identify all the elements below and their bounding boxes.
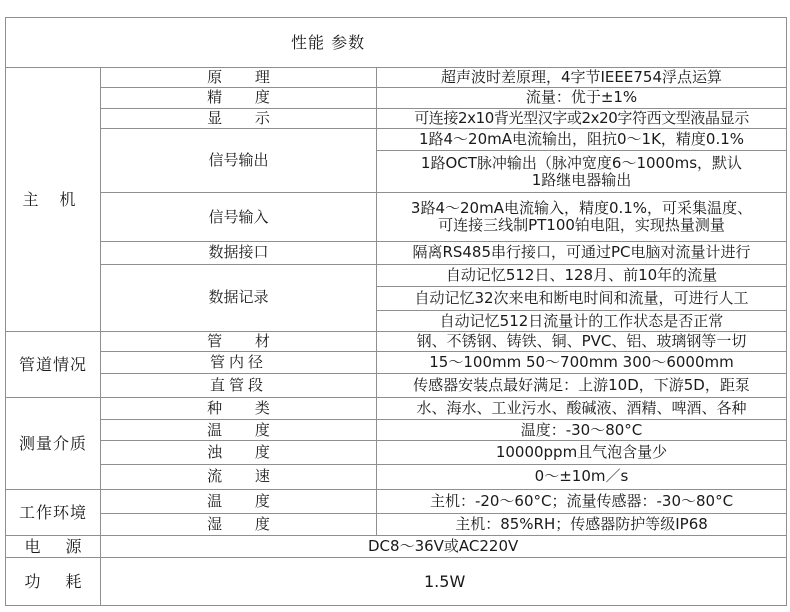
table-row (6, 514, 787, 535)
row-value-medium-type: 水、海水、工业污水、酸碱液、酒精、啤酒、各种 (377, 398, 787, 420)
row-label-display: 显 示 (101, 108, 377, 128)
row-value-signal-output-1: 1路4～20mA电流输出，阻抗0～1K，精度0.1% (377, 129, 787, 151)
row-value-pipe-material: 钢、不锈钢、铸铁、铜、PVC、铝、玻璃钢等一切 (377, 331, 787, 351)
row-value-data-interface: 隔离RS485串行接口，可通过PC电脑对流量计进行 (377, 242, 787, 264)
table-row (6, 88, 787, 108)
row-value-principle: 超声波时差原理，4字节IEEE754浮点运算 (377, 67, 787, 87)
table-row (6, 193, 787, 242)
row-label-flow-velocity: 流 速 (101, 465, 377, 489)
row-label-medium-temperature: 温 度 (101, 420, 377, 440)
category-environment: 工作环境 (6, 489, 101, 535)
row-value-accuracy: 流量：优于±1% (377, 88, 787, 108)
category-power-consumption: 功 耗 (6, 557, 101, 605)
signal-output-line-pulse: 1路OCT脉冲输出（脉冲宽度6～1000ms，默认 (420, 153, 743, 172)
value-power-supply: DC8～36V或AC220V (101, 535, 787, 557)
row-value-pipe-diameter: 15～100mm 50～700mm 300～6000mm (377, 352, 787, 373)
row-value-signal-input (377, 193, 787, 242)
table-row (6, 352, 787, 373)
table-row (6, 331, 787, 351)
table-row (6, 535, 787, 557)
row-label-data-interface: 数据接口 (101, 242, 377, 264)
table-row (6, 557, 787, 605)
category-medium: 测量介质 (6, 398, 101, 490)
row-value-env-humidity: 主机：85%RH；传感器防护等级IP68 (377, 514, 787, 535)
row-label-straight-pipe: 直管段 (101, 373, 377, 397)
table-row (6, 242, 787, 264)
table-row (6, 420, 787, 440)
table-row (6, 440, 787, 464)
table-row (6, 108, 787, 128)
row-value-data-record-2: 自动记忆32次来电和断电时间和流量，可进行人工 (377, 286, 787, 310)
category-host: 主 机 (6, 67, 101, 331)
table-row (6, 129, 787, 151)
table-title: 性能 参数 (6, 18, 787, 68)
value-power-consumption: 1.5W (101, 557, 787, 605)
row-value-signal-output-2 (377, 151, 787, 193)
row-value-display: 可连接2x10背光型汉字或2x20字符西文型液晶显示 (377, 108, 787, 128)
row-value-turbidity: 10000ppm且气泡含量少 (377, 440, 787, 464)
row-value-env-temperature: 主机：-20～60°C；流量传感器：-30～80°C (377, 489, 787, 513)
table-row (6, 465, 787, 489)
table-row (6, 67, 787, 87)
spec-table (5, 17, 787, 606)
row-label-signal-output: 信号输出 (101, 129, 377, 193)
table-row (6, 264, 787, 286)
row-label-signal-input: 信号输入 (101, 193, 377, 242)
row-label-pipe-diameter: 管内径 (101, 352, 377, 373)
row-label-turbidity: 浊 度 (101, 440, 377, 464)
row-label-accuracy: 精 度 (101, 88, 377, 108)
row-value-flow-velocity: 0～±10m／s (377, 465, 787, 489)
row-label-pipe-material: 管 材 (101, 331, 377, 351)
title-row (6, 18, 787, 68)
row-value-data-record-1: 自动记忆512日、128月、前10年的流量 (377, 264, 787, 286)
signal-input-line-pt100: 可连接三线制PT100铂电阻，实现热量测量 (438, 216, 725, 235)
row-label-data-record: 数据记录 (101, 264, 377, 331)
category-pipe: 管道情况 (6, 331, 101, 397)
row-value-medium-temperature: 温度：-30～80°C (377, 420, 787, 440)
row-label-env-humidity: 湿 度 (101, 514, 377, 535)
row-label-medium-type: 种 类 (101, 398, 377, 420)
row-label-env-temperature: 温 度 (101, 489, 377, 513)
table-row (6, 398, 787, 420)
signal-input-line-current: 3路4～20mA电流输入，精度0.1%，可采集温度、 (410, 199, 753, 218)
table-row (6, 489, 787, 513)
table-row (6, 373, 787, 397)
row-value-straight-pipe: 传感器安装点最好满足：上游10D，下游5D，距泵 (377, 373, 787, 397)
signal-output-line-relay: 1路继电器输出 (531, 170, 632, 189)
category-power-supply: 电 源 (6, 535, 101, 557)
row-label-principle: 原 理 (101, 67, 377, 87)
row-value-data-record-3: 自动记忆512日流量计的工作状态是否正常 (377, 311, 787, 331)
